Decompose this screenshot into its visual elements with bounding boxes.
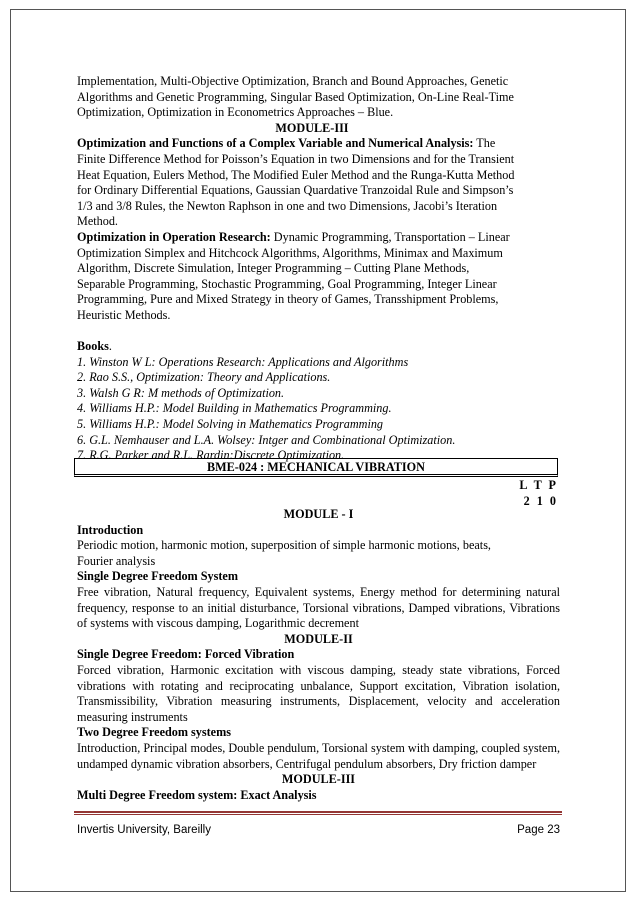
book-item: 6. G.L. Nemhauser and L.A. Wolsey: Intger and Combinational Optimization.	[77, 432, 456, 447]
topic-heading: Multi Degree Freedom system: Exact Analysis	[77, 787, 317, 802]
text-line: Algorithm, Discrete Simulation, Integer Programming – Cutting Plane Methods,	[77, 261, 470, 276]
book-item: 3. Walsh G R: M methods of Optimization.	[77, 385, 285, 400]
topic-text: Introduction, Principal modes, Double pendulum, Torsional system with damping, coupled system, undamped dynamic vibration absorbers, Centrifugal pendulum absorbers, Dry friction damper	[77, 740, 560, 771]
footer-page-number: Page 23	[517, 824, 560, 836]
module-heading: MODULE-II	[284, 631, 353, 646]
course-title-box	[74, 458, 558, 477]
text-line: Programming, Pure and Mixed Strategy in theory of Games, Transshipment Problems,	[77, 292, 499, 307]
ltp-values: 2 1 0	[523, 494, 558, 508]
text-line: Periodic motion, harmonic motion, superposition of simple harmonic motions, beats,	[77, 538, 491, 553]
footer-rule-thin	[74, 814, 562, 815]
text-line: 1/3 and 3/8 Rules, the Newton Raphson in one and two Dimensions, Jacobi’s Iteration	[77, 198, 498, 213]
text-line: for Ordinary Differential Equations, Gaussian Quardative Tranzoidal Rule and Simpson’s	[77, 183, 514, 198]
module-heading: MODULE - I	[283, 507, 354, 521]
book-item: 4. Williams H.P.: Model Building in Mathematics Programming.	[77, 401, 392, 416]
text-span: Dynamic Programming, Transportation – Linear	[273, 229, 510, 244]
module-heading: MODULE-III	[281, 772, 356, 787]
optimization-section	[77, 74, 547, 464]
book-item: 5. Williams H.P.: Model Solving in Mathematics Programming	[77, 417, 384, 432]
topic-heading: Two Degree Freedom systems	[77, 725, 231, 740]
topic-heading: Single Degree Freedom System	[77, 569, 238, 584]
text-line: Optimization, Optimization in Econometrics Approaches – Blue.	[77, 105, 394, 120]
text-line: Optimization Simplex and Hitchcock Algorithms, Algorithms, Minimax and Maximum	[77, 245, 503, 260]
book-item: 7. R.G. Parker and R.L. Rardin:Discrete Optimization.	[77, 448, 345, 463]
paragraph-line	[77, 136, 547, 152]
topic-heading: Introduction	[77, 522, 144, 537]
text-span: The	[476, 136, 496, 151]
footer-rule	[74, 811, 562, 813]
ltp-header: L T P	[519, 478, 558, 492]
text-line: Separable Programming, Stochastic Programming, Goal Programming, Integer Linear	[77, 276, 497, 291]
module-heading: MODULE-III	[275, 120, 349, 135]
text-line: Algorithms and Genetic Programming, Singular Based Optimization, On-Line Real-Time	[77, 89, 514, 104]
text-line: Method.	[77, 214, 118, 229]
text-line: Heat Equation, Eulers Method, The Modified Euler Method and the Runga-Kutta Method	[77, 167, 515, 182]
text-line: Heuristic Methods.	[77, 307, 171, 322]
vibration-section	[77, 507, 560, 803]
text-line: Fourier analysis	[77, 553, 156, 568]
paragraph-title: Optimization and Functions of a Complex Variable and Numerical Analysis:	[77, 136, 474, 151]
topic-text: Forced vibration, Harmonic excitation with viscous damping, steady state vibrations, Forced vibrations with rotating and reciprocating unbalance, Support excitation, Vibration isolation, Transmissibility, Vibration measuring instruments, Displacement, velocity and acceleration measuring instruments	[77, 662, 560, 724]
paragraph-line	[77, 230, 547, 246]
book-item: 1. Winston W L: Operations Research: Applications and Algorithms	[77, 354, 409, 369]
book-item: 2. Rao S.S., Optimization: Theory and Applications.	[77, 370, 331, 385]
books-list	[77, 355, 547, 464]
topic-heading: Single Degree Freedom: Forced Vibration	[77, 647, 295, 662]
topic-text: Free vibration, Natural frequency, Equivalent systems, Energy method for determining natural frequency, response to an initial disturbance, Torsional vibrations, Damped vibrations, Vibrations of systems with viscous damping, Logarithmic decrement	[77, 584, 560, 631]
text-line: Implementation, Multi-Objective Optimization, Branch and Bound Approaches, Genetic	[77, 74, 509, 88]
course-title: BME-024 : MECHANICAL VIBRATION	[207, 460, 425, 474]
paragraph-title: Optimization in Operation Research:	[77, 229, 271, 244]
footer-university: Invertis University, Bareilly	[77, 824, 211, 836]
text-line: Finite Difference Method for Poisson’s Equation in two Dimensions and for the Transient	[77, 151, 515, 166]
books-heading: Books.	[77, 339, 112, 354]
